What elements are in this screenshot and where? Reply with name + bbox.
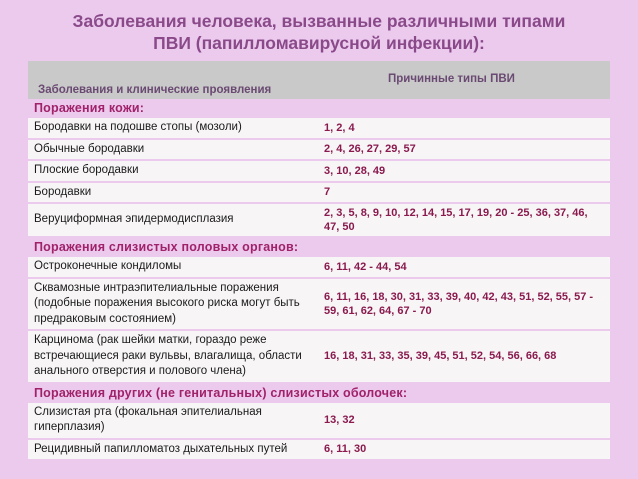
column-header-diseases: Заболевания и клинические проявления <box>38 84 272 96</box>
table-row <box>28 183 610 203</box>
disease-cell: Остроконечные кондиломы <box>34 260 182 272</box>
table-header <box>28 61 610 99</box>
types-cell: 2, 4, 26, 27, 29, 57 <box>324 143 416 156</box>
disease-cell: Бородавки <box>34 185 92 198</box>
column-header-hpv-types: Причинные типы ПВИ <box>388 73 515 85</box>
types-cell: 2, 3, 5, 8, 9, 10, 12, 14, 15, 17, 19, 20 - 25, 36, 37, 46, 47, 50 <box>324 207 588 233</box>
disease-cell: Сквамозные интраэпителиальные поражения (подобные поражения высокого риска могут быть предраковым состоянием) <box>34 281 300 325</box>
types-cell: 13, 32 <box>324 414 355 426</box>
hpv-table <box>28 61 610 461</box>
table-row <box>28 257 610 277</box>
types-cell: 7 <box>324 186 331 199</box>
table-row <box>28 140 610 160</box>
types-cell: 3, 10, 28, 49 <box>324 164 386 177</box>
types-cell: 6, 11, 16, 18, 30, 31, 33, 39, 40, 42, 43, 51, 52, 55, 57 - 59, 61, 62, 64, 67 - 70 <box>324 290 594 317</box>
table-row <box>28 118 610 138</box>
disease-cell: Слизистая рта (фокальная эпителиальная гиперплазия) <box>34 405 262 433</box>
section-skin: Поражения кожи: <box>34 101 145 115</box>
table-row <box>28 161 610 181</box>
disease-cell: Карцинома (рак шейки матки, гораздо реже встречающиеся раки вульвы, влагалища, области анального отверстия и полового члена) <box>34 334 302 377</box>
disease-cell: Плоские бородавки <box>34 164 139 176</box>
page-title <box>0 10 638 54</box>
table-row <box>28 403 610 438</box>
table-row <box>28 279 610 330</box>
disease-cell: Обычные бородавки <box>34 142 145 155</box>
types-cell: 6, 11, 42 - 44, 54 <box>324 260 407 273</box>
table-row <box>28 204 610 236</box>
types-cell: 16, 18, 31, 33, 35, 39, 45, 51, 52, 54, 56, 66, 68 <box>324 350 557 363</box>
table-row <box>28 440 610 460</box>
table-row <box>28 331 610 382</box>
types-cell: 1, 2, 4 <box>324 121 355 134</box>
title-line-2: ПВИ (папилломавирусной инфекции): <box>153 33 485 53</box>
disease-cell: Веруциформная эпидермодисплазия <box>34 213 234 226</box>
disease-cell: Бородавки на подошве стопы (мозоли) <box>34 121 242 133</box>
disease-cell: Рецидивный папилломатоз дыхательных путей <box>34 442 288 455</box>
section-other-mucosa: Поражения других (не генитальных) слизистых оболочек: <box>34 385 408 400</box>
types-cell: 6, 11, 30 <box>324 443 367 456</box>
section-genital-mucosa: Поражения слизистых половых органов: <box>34 240 299 254</box>
title-line-1: Заболевания человека, вызванные различными типами <box>72 11 566 31</box>
